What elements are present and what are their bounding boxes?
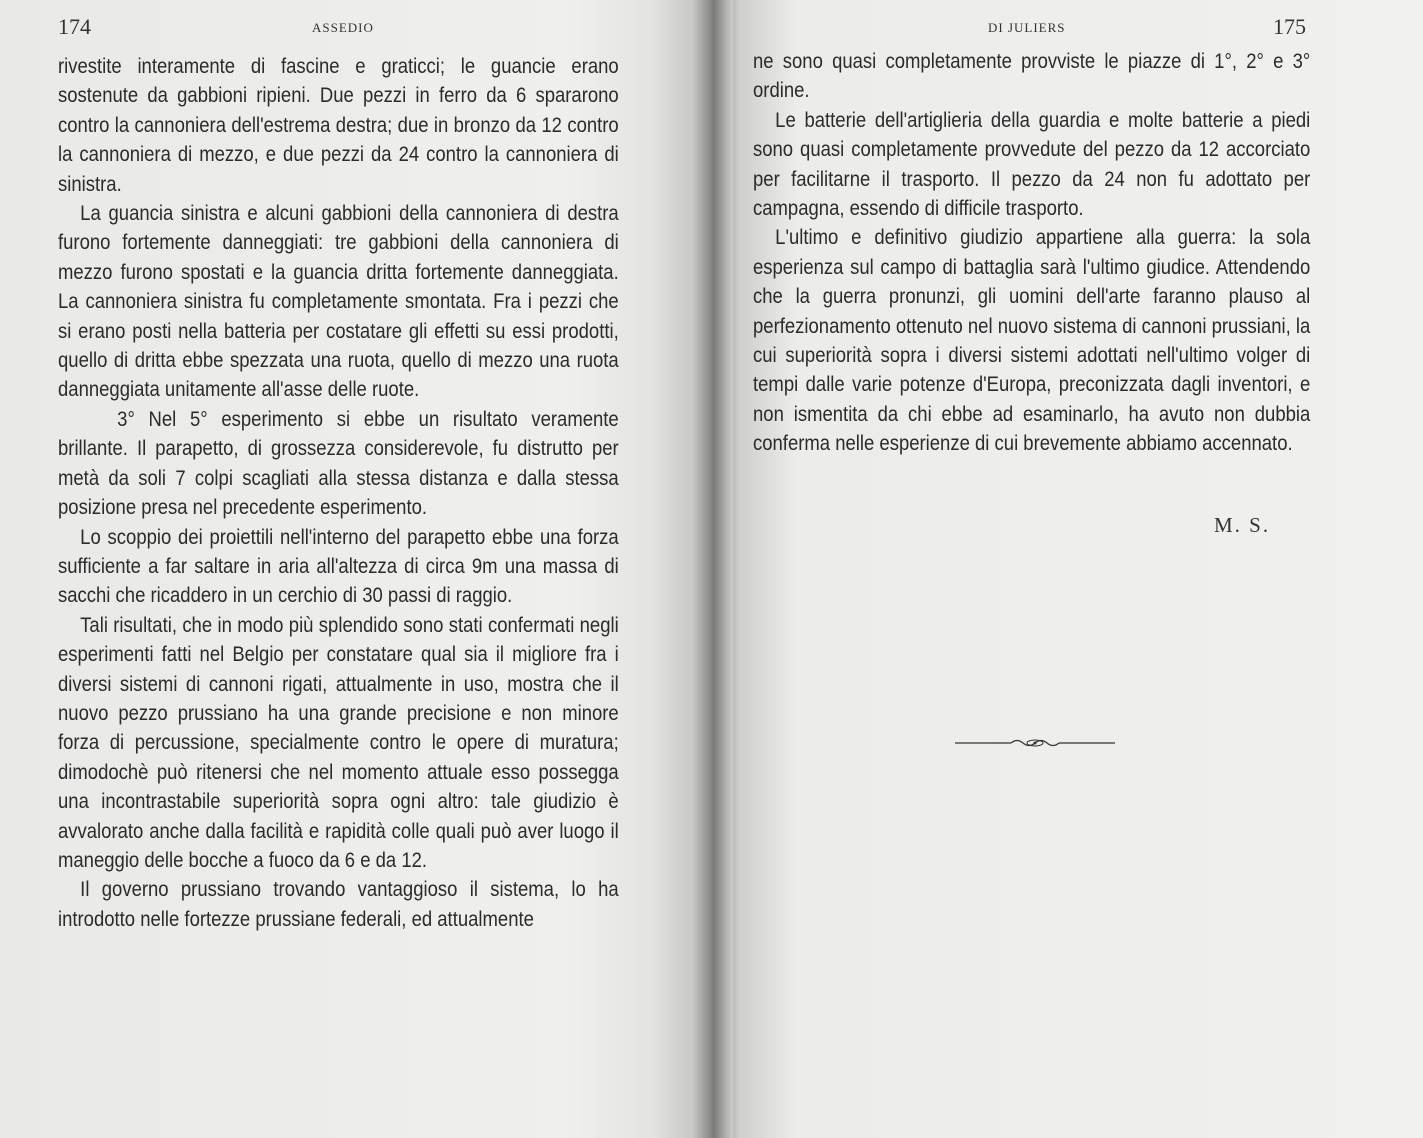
paragraph: L'ultimo e definitivo giudizio appartiene alla guerra: la sola esperienza sul campo di battaglia sarà l'ultimo giudice. Attendendo che la guerra pronunzi, gli uomini dell'arte faranno plauso al perfezionamento ottenuto nel nuovo sistema di cannoni prussiani, la cui superiorità sopra i diversi sistemi adottati nell'ultimo volger di tempi dalle varie potenze d'Europa, preconizzata dagli inventori, e non ismentita da chi ebbe ad esaminarlo, ha avuto non dubbia conferma nelle esperienze di cui brevemente abbiamo accennato. (753, 225, 1311, 456)
running-head-right: DI JULIERS (988, 20, 1066, 35)
paragraph: rivestite interamente di fascine e graticci; le guancie erano sostenute da gabbioni ripieni. Due pezzi in ferro da 6 spararono contro la cannoniera dell'estrema destra; due in bronzo da 12 contro la cannoniera di mezzo, e due pezzi da 24 contro la cannoniera di sinistra. (58, 54, 619, 196)
running-head-left: ASSEDIO (312, 20, 374, 35)
paragraph: Le batterie dell'artiglieria della guardia e molte batterie a piedi sono quasi completamente provvedute del pezzo da 12 accorciato per facilitarne il trasporto. Il pezzo da 24 non fu adottato per campagna, essendo di difficile trasporto. (753, 107, 1311, 221)
author-signature: M. S. (1214, 513, 1271, 537)
tail-piece-ornament-icon (955, 733, 1115, 753)
paragraph: Lo scoppio dei proiettili nell'interno del parapetto ebbe una forza sufficiente a far saltare in aria all'altezza di circa 9m una massa di sacchi che ricaddero in un cerchio di 30 passi di raggio. (58, 524, 619, 608)
book-gutter (690, 0, 733, 1138)
paragraph: Tali risultati, che in modo più splendido sono stati confermati negli esperimenti fatti nel Belgio per constatare qual sia il migliore fra i diversi sistemi di cannoni rigati, attualmente in uso, mostra che il nuovo pezzo prussiano ha una grande precisione e non minore forza di percussione, specialmente contro le opere di muratura; dimodochè può ritenersi che nel momento attuale esso possegga una incontrastabile superiorità sopra ogni altro: tale giudizio è avvalorato anche dalla facilità e rapidità colle quali può aver luogo il maneggio delle bocche a fuoco da 6 e da 12. (58, 612, 619, 872)
right-body-text (753, 47, 1310, 459)
left-page (0, 0, 690, 1138)
page-number-right: 175 (1273, 14, 1306, 39)
paragraph: ne sono quasi completamente provviste le piazze di 1°, 2° e 3° ordine. (753, 49, 1311, 103)
page-number-left: 174 (58, 14, 91, 39)
left-body-text (58, 52, 619, 934)
paragraph: Il governo prussiano trovando vantaggioso il sistema, lo ha introdotto nelle fortezze prussiane federali, ed attualmente (58, 877, 619, 931)
paragraph: 3° Nel 5° esperimento si ebbe un risultato veramente brillante. Il parapetto, di grossezza considerevole, fu distrutto per metà da soli 7 colpi scagliati alla stessa distanza e dalla stessa posizione presa nel precedente esperimento. (58, 406, 619, 520)
paragraph: La guancia sinistra e alcuni gabbioni della cannoniera di destra furono fortemente danneggiati: tre gabbioni della cannoniera di mezzo furono spostati e la guancia dritta fortemente danneggiata. La cannoniera sinistra fu completamente smontata. Fra i pezzi che si erano posti nella batteria per costatare gli effetti su essi prodotti, quello di dritta ebbe spezzata una ruota, quello di mezzo una ruota danneggiata unitamente all'asse delle ruote. (58, 201, 619, 402)
right-page (733, 0, 1423, 1138)
